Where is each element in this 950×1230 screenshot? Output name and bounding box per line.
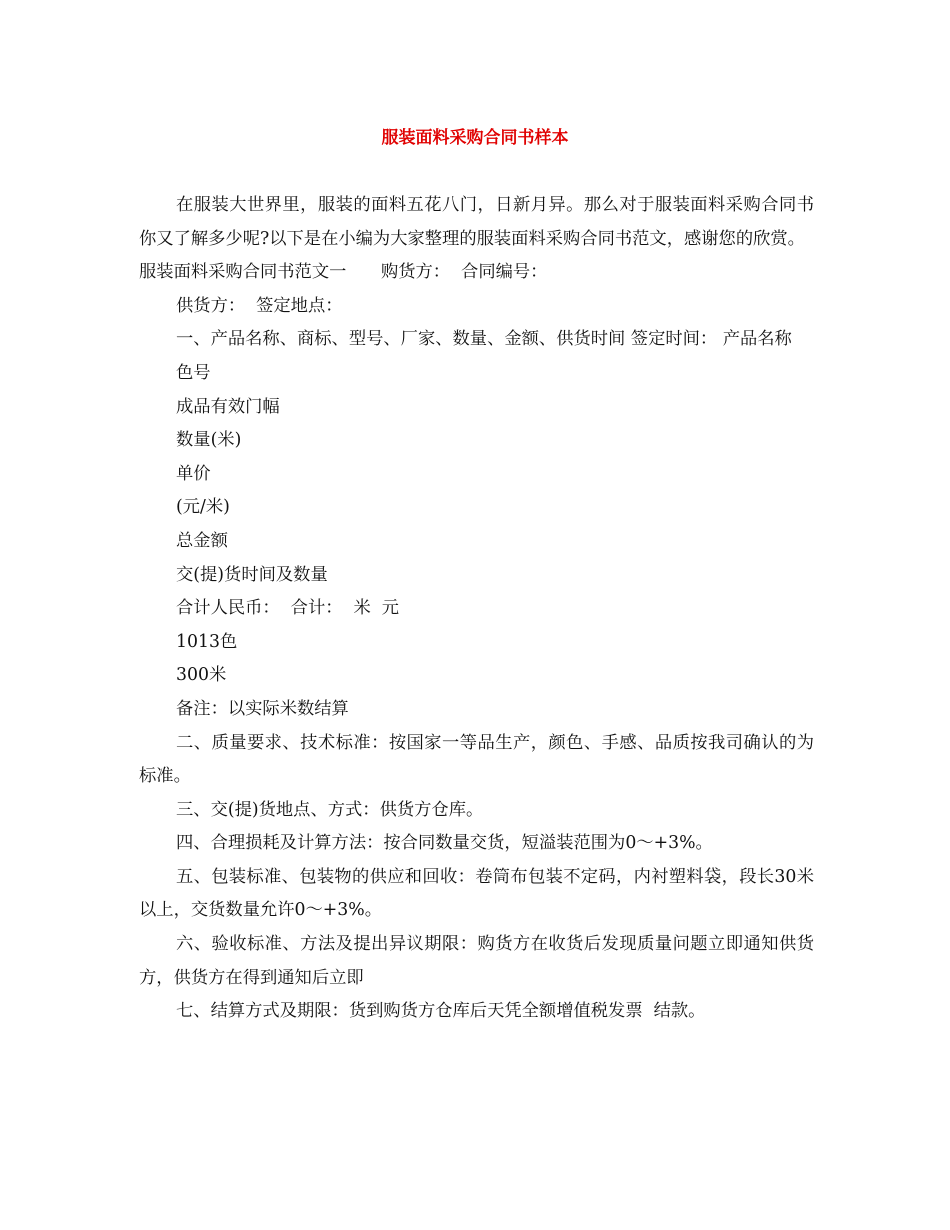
field-total-rmb: 合计人民币： 合计： 米 元	[176, 598, 400, 619]
document-title: 服装面料采购合同书样本	[381, 128, 569, 148]
remark-line: 备注：以实际米数结算	[176, 698, 349, 719]
intro-paragraph: 在服装大世界里，服装的面料五花八门，日新月异。那么对于服装面料采购合同书你又了解多少呢?以下是在小编为大家整理的服装面料采购合同书范文，感谢您的欣赏。	[139, 195, 814, 249]
clause-7: 七、结算方式及期限：货到购货方仓库后天凭全额增值税发票 结款。	[176, 1001, 706, 1022]
field-total-amount: 总金额	[176, 530, 228, 551]
field-unit: (元/米)	[176, 497, 230, 518]
clause-4: 四、合理损耗及计算方法：按合同数量交货，短溢装范围为0～+3%。	[176, 833, 713, 854]
value-color: 1013色	[176, 631, 238, 652]
clause-3: 三、交(提)货地点、方式：供货方仓库。	[176, 799, 484, 820]
clause-6: 六、验收标准、方法及提出异议期限：购货方在收货后发现质量问题立即通知供货方，供货方在得到通知后立即	[139, 934, 814, 988]
field-delivery-time: 交(提)货时间及数量	[176, 564, 328, 585]
field-color-number: 色号	[176, 362, 211, 383]
field-unit-price: 单价	[176, 463, 211, 484]
field-quantity: 数量(米)	[176, 430, 242, 451]
clause-2: 二、质量要求、技术标准：按国家一等品生产，颜色、手感、品质按我司确认的为标准。	[139, 732, 814, 787]
value-meters: 300米	[176, 665, 227, 686]
field-width: 成品有效门幅	[176, 396, 280, 417]
clause-5: 五、包装标准、包装物的供应和回收：卷筒布包装不定码，内衬塑料袋，段长30米以上，交货数量允许0～+3%。	[139, 866, 814, 921]
clause-1: 一、产品名称、商标、型号、厂家、数量、金额、供货时间 签定时间： 产品名称	[176, 329, 792, 350]
document-body	[139, 189, 814, 1029]
contract-header-line: 服装面料采购合同书范文一 购货方： 合同编号：	[139, 262, 548, 283]
supplier-line: 供货方： 签定地点：	[176, 295, 343, 316]
